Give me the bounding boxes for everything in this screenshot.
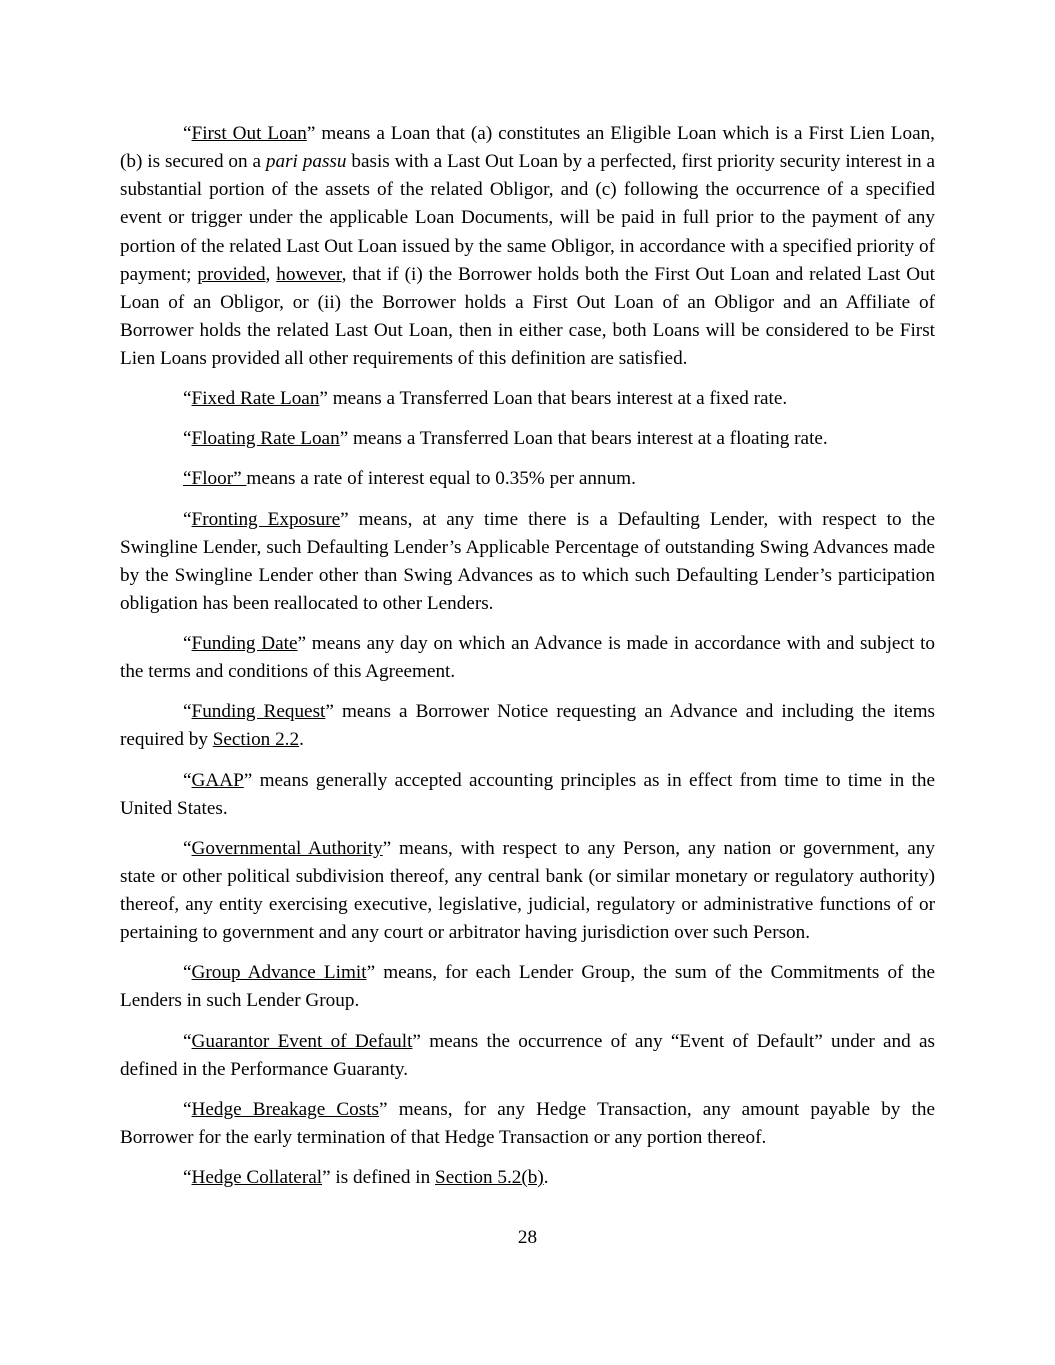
defined-term: Guarantor Event of Default bbox=[191, 1030, 413, 1052]
definition-paragraph-gaap bbox=[120, 767, 935, 823]
text-run: “ bbox=[183, 633, 192, 654]
definition-paragraph-governmental-authority bbox=[120, 835, 935, 948]
defined-term: Funding Date bbox=[191, 633, 298, 654]
text-run: ” means a Transferred Loan that bears interest at a fixed rate. bbox=[319, 388, 788, 410]
defined-term: , bbox=[432, 962, 438, 984]
defined-term: Section 5.2(b) bbox=[435, 1167, 544, 1188]
text-run: ” means bbox=[366, 962, 433, 984]
defined-term: Fronting Exposure bbox=[191, 508, 341, 530]
text-run: ” means, at any time there is a Defaulting Lender, with respect to the Swingline Lender, such Defaulting Lender’s Applicable Percentage of outstanding Swing Advances made by the Swingline Lender other than Swing Advances as to which such Defaulting Lender’s participation obligation has been reallocated to other Lenders. bbox=[120, 508, 935, 614]
text-run: means a rate of interest equal to 0.35% per annum. bbox=[246, 468, 636, 490]
defined-term: “Floor” bbox=[183, 468, 247, 490]
text-run: ” means a Transferred Loan that bears interest at a floating rate. bbox=[339, 428, 828, 450]
definition-paragraph-first-out-loan bbox=[120, 120, 935, 373]
text-run: ” means any day on which an Advance is made in accordance with and subject to the terms and conditions of this Agreement. bbox=[120, 633, 935, 683]
text-run: “ bbox=[183, 508, 192, 530]
defined-term: GAAP bbox=[191, 769, 244, 791]
text-run: ” means a Loan that (a) constitutes an Eligible Loan which is a First Lien Loan, (b) is secured on a bbox=[120, 123, 935, 173]
definition-paragraph-funding-request bbox=[120, 698, 935, 754]
definition-paragraph-fronting-exposure bbox=[120, 506, 935, 619]
text-run: “ bbox=[183, 701, 192, 723]
text-run: “ bbox=[183, 769, 192, 791]
definition-paragraph-floor bbox=[120, 465, 935, 493]
defined-term: Funding Request bbox=[191, 701, 326, 723]
page-number: 28 bbox=[517, 1227, 538, 1248]
defined-term: Group Advance Limit bbox=[191, 962, 367, 984]
text-run: “ bbox=[183, 837, 192, 859]
defined-term: Section 2.2 bbox=[212, 729, 300, 751]
text-run: “ bbox=[183, 1167, 192, 1188]
definition-paragraph-hedge-collateral bbox=[120, 1164, 935, 1192]
text-run: , that if (i) the Borrower holds both the First Out Loan and related Last Out Loan of an Obligor, or (ii) the Borrower holds a First Out Loan of an Obligor and an Affiliate of Borrower holds the related Last Out Loan, then in either case, both Loans will be considered to be First Lien Loans provided all other requirements of this definition are satisfied. bbox=[120, 263, 935, 369]
defined-term: however bbox=[276, 263, 342, 285]
definition-paragraph-hedge-breakage-costs bbox=[120, 1096, 935, 1152]
defined-term: Hedge Breakage Costs bbox=[191, 1098, 380, 1120]
defined-term: First Out Loan bbox=[191, 123, 307, 144]
definition-paragraph-floating-rate-loan bbox=[120, 425, 935, 453]
defined-term: Floating Rate Loan bbox=[191, 428, 340, 450]
definition-paragraph-group-advance-limit bbox=[120, 959, 935, 1015]
definition-paragraph-guarantor-event-of-default bbox=[120, 1028, 935, 1084]
text-run: ” means the occurrence of any “Event of Default” under and as defined in the Performance Guaranty. bbox=[120, 1030, 935, 1080]
text-run: “ bbox=[183, 123, 192, 144]
text-run: “ bbox=[183, 962, 192, 984]
italic-term: pari passu bbox=[265, 151, 347, 173]
text-run: for each Lender Group, the sum of the Commitments of the Lenders in such Lender Group. bbox=[120, 962, 935, 1012]
definition-paragraph-fixed-rate-loan bbox=[120, 385, 935, 413]
defined-term: provided bbox=[197, 263, 266, 285]
document-body bbox=[120, 120, 935, 1192]
text-run: ” means generally accepted accounting principles as in effect from time to time in the United States. bbox=[120, 769, 935, 819]
text-run: ” means, for any Hedge Transaction, any amount payable by the Borrower for the early termination of that Hedge Transaction or any portion thereof. bbox=[120, 1098, 935, 1148]
defined-term: Governmental Authority bbox=[191, 837, 383, 859]
text-run: basis with a Last Out Loan by a perfected, first priority security interest in a substantial portion of the assets of the related Obligor, and (c) following the occurrence of a specified event or trigger under the applicable Loan Documents, will be paid in full prior to the payment of any portion of the related Last Out Loan issued by the same Obligor, in accordance with a specified priority of payment; bbox=[120, 151, 936, 285]
text-run: , bbox=[265, 263, 277, 285]
text-run: “ bbox=[183, 428, 192, 450]
definition-paragraph-funding-date bbox=[120, 630, 935, 686]
text-run: “ bbox=[183, 1098, 192, 1120]
text-run: “ bbox=[183, 388, 192, 410]
defined-term: Fixed Rate Loan bbox=[191, 388, 320, 410]
text-run: ” is defined in bbox=[322, 1167, 436, 1188]
text-run: ” means a Borrower Notice requesting an Advance and including the items required by bbox=[120, 701, 935, 751]
text-run: ” means, with respect to any Person, any nation or government, any state or other political subdivision thereof, any central bank (or similar monetary or regulatory authority) thereof, any entity exercising executive, legislative, judicial, regulatory or administrative functions of or pertaining to government and any court or arbitrator having jurisdiction over such Person. bbox=[120, 837, 935, 944]
defined-term: Hedge Collateral bbox=[191, 1167, 323, 1188]
text-run: . bbox=[299, 729, 304, 751]
text-run: . bbox=[543, 1167, 549, 1188]
text-run: “ bbox=[183, 1030, 192, 1052]
